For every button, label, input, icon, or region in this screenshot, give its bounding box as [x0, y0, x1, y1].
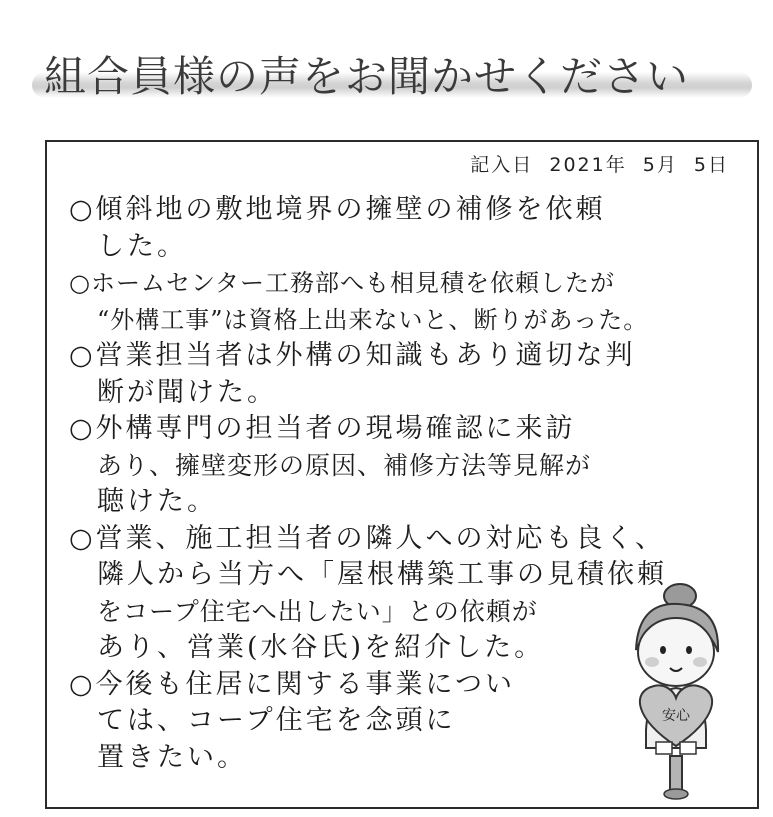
date-label: 記入日 [470, 154, 534, 176]
comment-line: 断が聞けた。 [97, 376, 277, 408]
page-title: 組合員様の声をお聞かせください [44, 52, 690, 101]
comment-line: ○ホームセンター工務部へも相見積を依頼したが [69, 269, 615, 297]
heart-label: 安心 [662, 708, 690, 724]
date-day: 5日 [693, 154, 729, 176]
date-year: 2021年 [549, 154, 627, 176]
mascot-illustration [618, 580, 730, 802]
date-month: 5月 [642, 154, 678, 176]
comment-line: 置きたい。 [97, 741, 247, 773]
comment-line: をコープ住宅へ出したい」との依頼が [97, 596, 538, 626]
comment-line: あり、擁壁変形の原因、補修方法等見解が [97, 450, 592, 480]
comment-line: ては、コープ住宅を念頭に [97, 705, 456, 736]
comment-line: 聴けた。 [97, 486, 217, 517]
comment-line: 隣人から当方へ「屋根構築工事の見積依頼 [97, 559, 667, 590]
comment-line: ○傾斜地の敷地境界の擁壁の補修を依頼 [69, 194, 606, 225]
comment-line: ○営業、施工担当者の隣人への対応も良く、 [69, 522, 666, 554]
comment-line: した。 [97, 230, 187, 262]
comment-line: ○今後も住居に関する事業につい [69, 668, 516, 700]
comment-line: あり、営業(水谷氏)を紹介した。 [97, 632, 545, 663]
comment-line: ○営業担当者は外構の知識もあり適切な判 [69, 340, 636, 371]
comment-line: ○外構専門の担当者の現場確認に来訪 [69, 413, 576, 444]
entry-date [462, 150, 729, 177]
comment-line: “外構工事”は資格上出来ないと、断りがあった。 [97, 305, 649, 334]
